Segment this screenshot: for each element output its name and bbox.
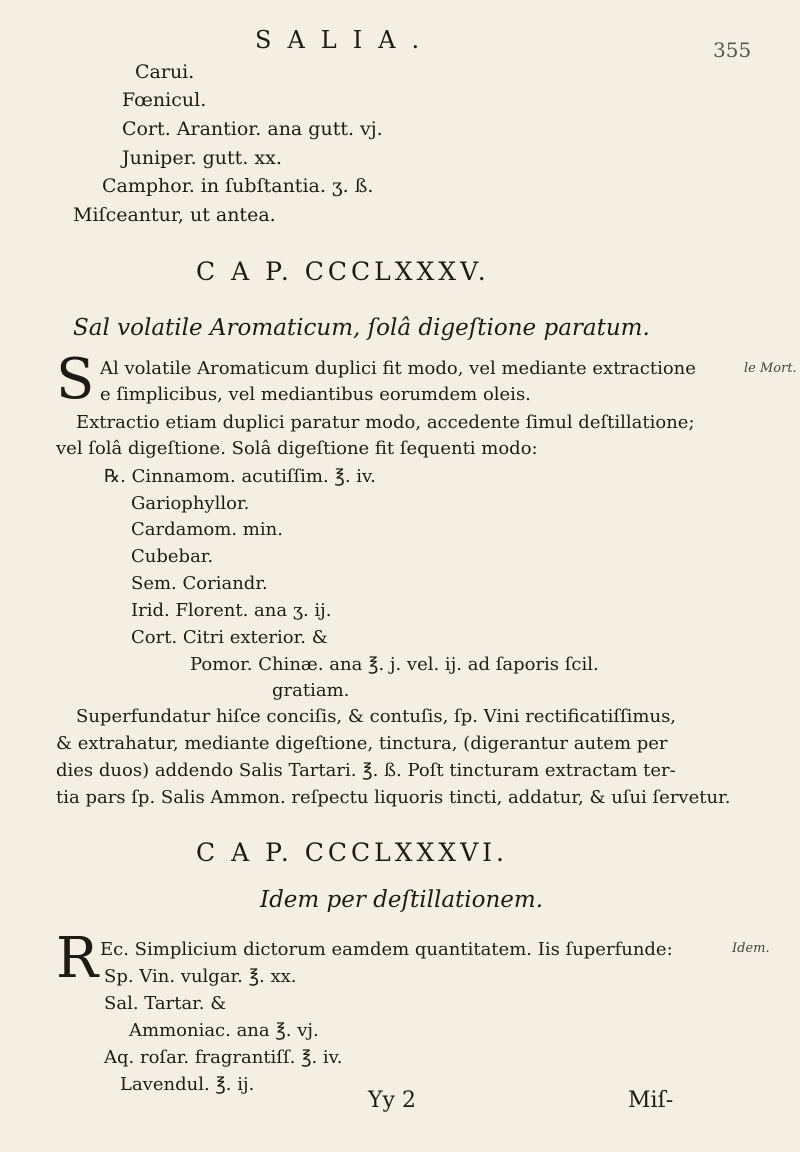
drop-cap: R <box>56 926 99 991</box>
recipe-line: Pomor. Chinæ. ana ℥. j. vel. ij. ad ſaporis ſcil. <box>190 654 599 675</box>
recipe-line: Sem. Coriandr. <box>131 573 268 594</box>
recipe-line: Camphor. in ſubſtantia. ʒ. ß. <box>102 175 374 197</box>
paragraph-line: Al volatile Aromaticum duplici fit modo, vel mediante extractione <box>100 358 696 379</box>
paragraph-line: Extractio etiam duplici paratur modo, accedente ſimul deſtillatione; <box>76 412 695 433</box>
chapter-heading: C A P. CCCLXXXV. <box>196 257 490 286</box>
paragraph-line: tia pars ſp. Salis Ammon. reſpectu liquoris tincti, addatur, & uſui ſervetur. <box>56 787 731 808</box>
margin-note: Idem. <box>732 941 770 956</box>
paragraph-line: e ſimplicibus, vel mediantibus eorumdem oleis. <box>100 384 531 405</box>
recipe-line: Lavendul. ℥. ij. <box>120 1074 255 1095</box>
recipe-line: Gariophyllor. <box>131 493 250 514</box>
recipe-line: Carui. <box>135 61 195 83</box>
paragraph-line: dies duos) addendo Salis Tartari. ℥. ß. Poſt tincturam extractam ter- <box>56 760 676 781</box>
paragraph-line: & extrahatur, mediante digeſtione, tinctura, (digerantur autem per <box>56 733 668 754</box>
recipe-line: Sal. Tartar. & <box>104 993 227 1014</box>
recipe-line: Ammoniac. ana ℥. vj. <box>129 1020 319 1041</box>
paragraph-line: Ec. Simplicium dictorum eamdem quantitatem. Iis ſuperfunde: <box>100 939 673 960</box>
recipe-line: Cardamom. min. <box>131 519 283 540</box>
margin-note: le Mort. <box>744 361 797 376</box>
catchword: Miſ- <box>628 1088 674 1113</box>
chapter-subtitle: Idem per deſtillationem. <box>260 887 544 913</box>
recipe-line: Fœnicul. <box>122 89 207 111</box>
recipe-line: Cort. Arantior. ana gutt. vj. <box>122 118 383 140</box>
chapter-heading: C A P. CCCLXXXVI. <box>196 838 508 867</box>
drop-cap: S <box>56 347 95 412</box>
recipe-line: Aq. roſar. fragrantiſſ. ℥. iv. <box>104 1047 343 1068</box>
recipe-line: Cubebar. <box>131 546 214 567</box>
paragraph-line: vel ſolâ digeſtione. Solâ digeſtione fit ſequenti modo: <box>56 438 538 459</box>
page-number: 355 <box>713 38 752 62</box>
recipe-line: gratiam. <box>272 680 350 701</box>
running-header: SALIA. <box>255 26 436 54</box>
recipe-line: Cort. Citri exterior. & <box>131 627 328 648</box>
recipe-line: Irid. Florent. ana ʒ. ij. <box>131 600 332 621</box>
recipe-line: ℞. Cinnamom. acutiſſim. ℥. iv. <box>104 466 376 487</box>
recipe-line: Juniper. gutt. xx. <box>122 147 282 169</box>
recipe-line: Miſceantur, ut antea. <box>73 204 276 226</box>
paragraph-line: Superfundatur hiſce conciſis, & contuſis, ſp. Vini rectificatiſſimus, <box>76 706 677 727</box>
recipe-line: Sp. Vin. vulgar. ℥. xx. <box>104 966 297 987</box>
chapter-subtitle: Sal volatile Aromaticum, ſolâ digeſtione paratum. <box>73 315 650 341</box>
signature-mark: Yy 2 <box>368 1088 416 1113</box>
